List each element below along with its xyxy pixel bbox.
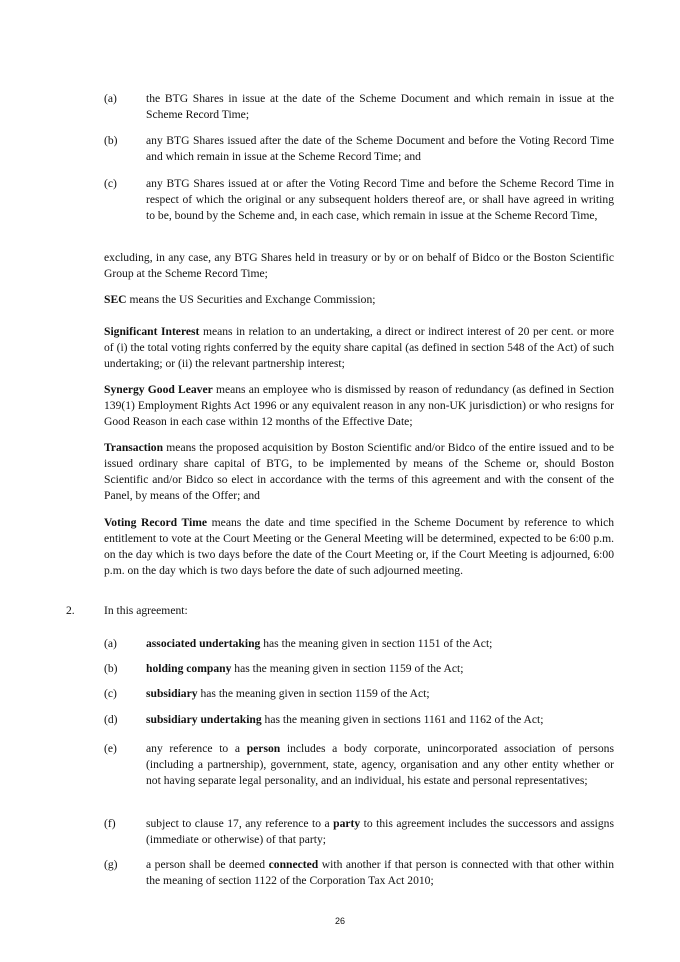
definition-text: means in relation to an undertaking, a direct or indirect interest of 20 per cent. or more of (i) the total voting rights conferred by the equity share capital (as defined in section 548 of the Act) of such undertaking; or (ii) the relevant partnership interest; [104, 325, 614, 370]
defined-term: SEC [104, 293, 127, 306]
list-label: (f) [104, 817, 116, 830]
definition-transaction [104, 440, 614, 504]
list-label: (b) [104, 134, 118, 147]
page-number: 26 [334, 916, 345, 926]
item-text-post: has the meaning given in section 1151 of the Act; [260, 637, 493, 650]
list-item-text [146, 686, 614, 702]
defined-term: connected [268, 858, 319, 871]
list-item-text [146, 741, 614, 789]
defined-term: party [333, 817, 361, 830]
excluding-paragraph: excluding, in any case, any BTG Shares held in treasury or by or on behalf of Bidco or the Boston Scientific Group at the Scheme Record Time; [104, 251, 614, 280]
list-item-text [146, 636, 614, 652]
defined-term: Voting Record Time [104, 516, 208, 529]
definition-text: means an employee who is dismissed by reason of redundancy (as defined in Section 139(1) Employment Rights Act 1996 or any equivalent reason in any non-UK jurisdiction) or who resigns for Good Reason in each case within 12 months of the Effective Date; [104, 383, 614, 428]
defined-term: subsidiary undertaking [146, 713, 262, 726]
item-text-post: with another if that person is connected with that other within the meaning of section 1122 of the Corporation Tax Act 2010; [146, 858, 615, 887]
defined-term: associated undertaking [146, 637, 261, 650]
definition-sec [104, 292, 614, 308]
item-text-pre: a person shall be deemed [146, 858, 269, 871]
definition-voting-record-time [104, 515, 614, 579]
item-text-post: has the meaning given in section 1159 of the Act; [197, 687, 430, 700]
list-label: (b) [104, 662, 118, 675]
item-text-post: has the meaning given in section 1159 of the Act; [231, 662, 464, 675]
list-label: (g) [104, 858, 118, 871]
item-text-pre: any reference to a [146, 742, 247, 755]
list-item-text [146, 857, 614, 889]
list-label: (c) [104, 687, 117, 700]
defined-term: Transaction [104, 441, 164, 454]
list-label: (c) [104, 177, 117, 190]
list-item-text: the BTG Shares in issue at the date of the Scheme Document and which remain in issue at the Scheme Record Time; [146, 92, 614, 121]
defined-term: person [246, 742, 281, 755]
definition-significant-interest [104, 324, 614, 372]
definition-text: means the proposed acquisition by Boston Scientific and/or Bidco of the entire issued and to be issued ordinary share capital of BTG, to be implemented by means of the Scheme or, should Boston Scientific and/or Bidco so elect in accordance with the terms of this agreement and with the consent of the Panel, by means of the Offer; and [104, 441, 614, 502]
item-text-post: to this agreement includes the successors and assigns (immediate or otherwise) of that party; [146, 817, 614, 846]
item-text-post: includes a body corporate, unincorporated association of persons (including a partnership), government, state, agency, organisation and any other entity whether or not having separate legal personality, and an individual, his estate and personal representatives; [146, 742, 614, 787]
list-item-text: any BTG Shares issued after the date of the Scheme Document and before the Voting Record Time and which remain in issue at the Scheme Record Time; and [146, 134, 614, 163]
list-label: (a) [104, 637, 117, 650]
definition-text: means the US Securities and Exchange Commission; [126, 293, 376, 306]
defined-term: Synergy Good Leaver [104, 383, 213, 396]
defined-term: Significant Interest [104, 325, 200, 338]
list-label: (d) [104, 713, 118, 726]
list-item-text [146, 712, 614, 728]
item-text-post: has the meaning given in sections 1161 and 1162 of the Act; [261, 713, 544, 726]
list-item-text [146, 661, 614, 677]
definition-synergy-good-leaver [104, 382, 614, 430]
list-label: (e) [104, 742, 117, 755]
list-label: (a) [104, 92, 117, 105]
definition-text: means the date and time specified in the Scheme Document by reference to which entitlement to vote at the Court Meeting or the General Meeting will be determined, expected to be 6:00 p.m. on the day which is two days before the date of the Court Meeting or, if the Court Meeting is adjourned, 6:00 p.m. on the day which is two days before the date of such adjourned meeting. [104, 516, 615, 577]
defined-term: subsidiary [146, 687, 198, 700]
defined-term: holding company [146, 662, 232, 675]
list-item-text [146, 816, 614, 848]
item-text-pre: subject to clause 17, any reference to a [146, 817, 334, 830]
list-item-text: any BTG Shares issued at or after the Voting Record Time and before the Scheme Record Time in respect of which the original or any subsequent holders thereof are, or shall have agreed in writing to be, bound by the Scheme and, in each case, which remain in issue at the Scheme Record Time, [146, 177, 614, 222]
clause-number: 2. [66, 604, 75, 617]
clause-text: In this agreement: [104, 604, 188, 617]
